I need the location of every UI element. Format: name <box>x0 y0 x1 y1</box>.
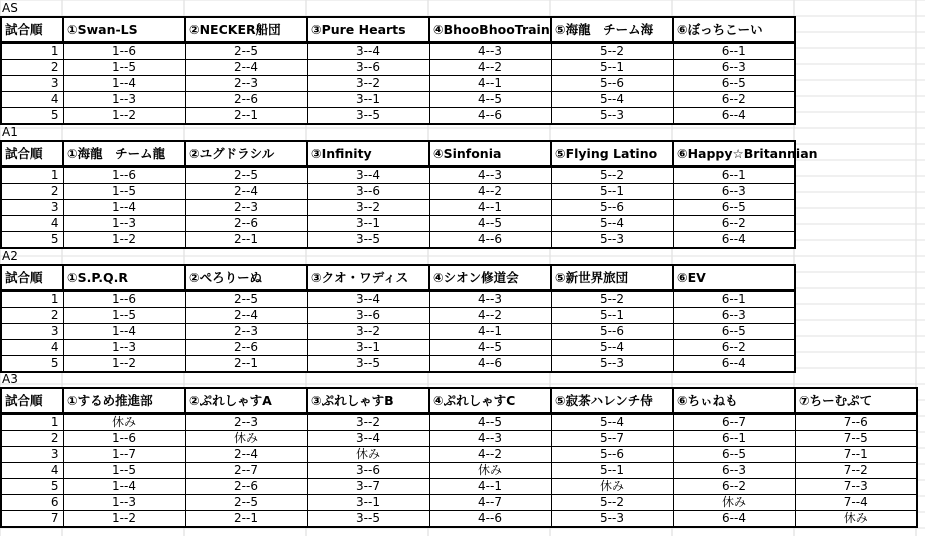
pairing-cell[interactable]: 6--3 <box>673 308 795 324</box>
pairing-cell[interactable]: 5--7 <box>551 431 673 447</box>
match-order-number[interactable]: 1 <box>1 167 63 184</box>
pairing-cell[interactable]: 3--7 <box>307 479 429 495</box>
table-row <box>1 308 795 324</box>
pairing-cell[interactable]: 2--4 <box>185 60 307 76</box>
pairing-cell[interactable]: 1--6 <box>63 291 185 308</box>
pairing-cell[interactable]: 4--3 <box>429 167 551 184</box>
team-header-cell[interactable]: ④ぷれしゃすC <box>429 388 551 414</box>
team-header-cell[interactable]: ③Pure Hearts <box>307 17 429 43</box>
match-order-number[interactable]: 6 <box>1 495 63 511</box>
pairing-cell[interactable]: 6--4 <box>673 511 795 528</box>
pairing-cell[interactable]: 3--6 <box>307 60 429 76</box>
team-header-cell[interactable]: ⑦ちーむぷて <box>795 388 917 414</box>
match-order-number[interactable]: 4 <box>1 216 63 232</box>
pairing-cell[interactable]: 5--4 <box>551 340 673 356</box>
pairing-cell[interactable]: 3--5 <box>307 356 429 373</box>
pairing-cell[interactable]: 5--6 <box>551 200 673 216</box>
pairing-cell[interactable]: 3--2 <box>307 324 429 340</box>
team-header-cell[interactable]: ①S.P.Q.R <box>63 265 185 291</box>
pairing-cell[interactable]: 6--2 <box>673 92 795 108</box>
pairing-cell[interactable]: 1--5 <box>63 184 185 200</box>
pairing-cell[interactable]: 6--1 <box>673 167 795 184</box>
pairing-cell[interactable]: 5--1 <box>551 308 673 324</box>
pairing-cell[interactable]: 6--3 <box>673 184 795 200</box>
pairing-cell[interactable]: 4--1 <box>429 324 551 340</box>
pairing-cell[interactable]: 3--4 <box>307 291 429 308</box>
pairing-cell[interactable]: 2--5 <box>185 291 307 308</box>
match-order-number[interactable]: 3 <box>1 76 63 92</box>
section-label-a2[interactable]: A2 <box>2 249 18 263</box>
pairing-cell[interactable]: 5--3 <box>551 511 673 528</box>
table-row <box>1 200 795 216</box>
table-row <box>1 92 795 108</box>
match-order-header[interactable]: 試合順 <box>1 17 63 43</box>
pairing-cell[interactable]: 2--6 <box>185 92 307 108</box>
pairing-cell[interactable]: 5--6 <box>551 324 673 340</box>
pairing-cell[interactable]: 1--3 <box>63 216 185 232</box>
pairing-cell[interactable]: 1--4 <box>63 76 185 92</box>
pairing-cell[interactable]: 2--4 <box>185 308 307 324</box>
pairing-cell[interactable]: 1--5 <box>63 60 185 76</box>
pairing-cell[interactable]: 1--6 <box>63 431 185 447</box>
pairing-cell[interactable]: 4--5 <box>429 92 551 108</box>
team-header-cell[interactable]: ②ぺろりーぬ <box>185 265 307 291</box>
pairing-cell[interactable]: 5--2 <box>551 495 673 511</box>
team-header-cell[interactable]: ⑤寂茶ハレンチ侍 <box>551 388 673 414</box>
pairing-cell[interactable]: 4--1 <box>429 76 551 92</box>
table-row <box>1 76 795 92</box>
pairing-cell[interactable]: 3--2 <box>307 414 429 431</box>
match-order-number[interactable]: 1 <box>1 43 63 60</box>
pairing-cell[interactable]: 6--5 <box>673 76 795 92</box>
pairing-cell[interactable]: 2--6 <box>185 216 307 232</box>
pairing-cell[interactable]: 4--2 <box>429 184 551 200</box>
pairing-cell[interactable]: 3--1 <box>307 495 429 511</box>
pairing-cell[interactable]: 1--6 <box>63 43 185 60</box>
pairing-cell[interactable]: 2--7 <box>185 463 307 479</box>
team-header-cell[interactable]: ②ユグドラシル <box>185 141 307 167</box>
pairing-cell[interactable]: 4--7 <box>429 495 551 511</box>
section-label-as[interactable]: AS <box>2 1 18 15</box>
pairing-cell[interactable]: 3--6 <box>307 308 429 324</box>
table-row <box>1 324 795 340</box>
match-order-number[interactable]: 1 <box>1 291 63 308</box>
team-header-cell[interactable]: ⑤海龍 チーム海 <box>551 17 673 43</box>
schedule-table-a3 <box>0 387 918 528</box>
pairing-cell[interactable]: 3--4 <box>307 43 429 60</box>
table-row <box>1 43 795 60</box>
header-row <box>1 17 795 43</box>
pairing-cell[interactable]: 1--4 <box>63 324 185 340</box>
table-row <box>1 60 795 76</box>
pairing-cell[interactable]: 5--6 <box>551 76 673 92</box>
pairing-cell[interactable]: 7--2 <box>795 463 917 479</box>
pairing-cell[interactable]: 4--5 <box>429 340 551 356</box>
match-order-number[interactable]: 7 <box>1 511 63 528</box>
pairing-cell[interactable]: 3--6 <box>307 463 429 479</box>
pairing-cell[interactable]: 1--5 <box>63 308 185 324</box>
table-row <box>1 431 917 447</box>
bye-cell[interactable]: 休み <box>185 431 307 447</box>
pairing-cell[interactable]: 3--5 <box>307 108 429 125</box>
pairing-cell[interactable]: 5--3 <box>551 356 673 373</box>
pairing-cell[interactable]: 5--4 <box>551 216 673 232</box>
table-row <box>1 232 795 249</box>
pairing-cell[interactable]: 4--6 <box>429 108 551 125</box>
team-header-cell[interactable]: ⑥EV <box>673 265 795 291</box>
match-order-header[interactable]: 試合順 <box>1 141 63 167</box>
pairing-cell[interactable]: 4--5 <box>429 216 551 232</box>
pairing-cell[interactable]: 6--4 <box>673 232 795 249</box>
section-label-a3[interactable]: A3 <box>2 372 18 386</box>
pairing-cell[interactable]: 6--1 <box>673 291 795 308</box>
pairing-cell[interactable]: 1--2 <box>63 356 185 373</box>
pairing-cell[interactable]: 6--2 <box>673 340 795 356</box>
bye-cell[interactable]: 休み <box>673 495 795 511</box>
pairing-cell[interactable]: 1--2 <box>63 232 185 249</box>
pairing-cell[interactable]: 2--5 <box>185 167 307 184</box>
pairing-cell[interactable]: 3--2 <box>307 76 429 92</box>
pairing-cell[interactable]: 2--6 <box>185 340 307 356</box>
pairing-cell[interactable]: 2--1 <box>185 511 307 528</box>
match-order-number[interactable]: 4 <box>1 463 63 479</box>
match-order-number[interactable]: 2 <box>1 60 63 76</box>
bye-cell[interactable]: 休み <box>795 511 917 528</box>
schedule-table-as <box>0 16 796 125</box>
pairing-cell[interactable]: 1--4 <box>63 200 185 216</box>
header-row <box>1 141 795 167</box>
match-order-number[interactable]: 5 <box>1 232 63 249</box>
pairing-cell[interactable]: 2--6 <box>185 479 307 495</box>
team-header-cell[interactable]: ⑥ぼっちこーい <box>673 17 795 43</box>
bye-cell[interactable]: 休み <box>63 414 185 431</box>
pairing-cell[interactable]: 2--4 <box>185 184 307 200</box>
team-header-cell[interactable]: ④Sinfonia <box>429 141 551 167</box>
pairing-cell[interactable]: 2--5 <box>185 43 307 60</box>
pairing-cell[interactable]: 5--3 <box>551 108 673 125</box>
section-label-a1[interactable]: A1 <box>2 125 18 139</box>
pairing-cell[interactable]: 2--1 <box>185 232 307 249</box>
pairing-cell[interactable]: 4--6 <box>429 511 551 528</box>
table-row <box>1 291 795 308</box>
schedule-table-a1 <box>0 140 818 249</box>
table-row <box>1 479 917 495</box>
pairing-cell[interactable]: 5--1 <box>551 463 673 479</box>
table-row <box>1 184 795 200</box>
match-order-number[interactable]: 3 <box>1 200 63 216</box>
match-order-header[interactable]: 試合順 <box>1 388 63 414</box>
table-row <box>1 414 917 431</box>
pairing-cell[interactable]: 7--1 <box>795 447 917 463</box>
pairing-cell[interactable]: 2--1 <box>185 108 307 125</box>
bye-cell[interactable]: 休み <box>551 479 673 495</box>
pairing-cell[interactable]: 7--4 <box>795 495 917 511</box>
bye-cell[interactable]: 休み <box>429 463 551 479</box>
pairing-cell[interactable]: 2--1 <box>185 356 307 373</box>
pairing-cell[interactable]: 1--3 <box>63 340 185 356</box>
match-order-number[interactable]: 2 <box>1 184 63 200</box>
pairing-cell[interactable]: 4--3 <box>429 431 551 447</box>
table-row <box>1 511 917 528</box>
match-order-number[interactable]: 3 <box>1 324 63 340</box>
team-header-cell[interactable]: ①海龍 チーム龍 <box>63 141 185 167</box>
schedule-table-a2 <box>0 264 796 373</box>
team-header-cell[interactable]: ⑥Happy☆Britannian <box>673 141 795 167</box>
team-header-cell[interactable]: ②NECKER船団 <box>185 17 307 43</box>
pairing-cell[interactable]: 6--7 <box>673 414 795 431</box>
pairing-cell[interactable]: 4--6 <box>429 232 551 249</box>
pairing-cell[interactable]: 5--2 <box>551 291 673 308</box>
bye-cell[interactable]: 休み <box>307 447 429 463</box>
pairing-cell[interactable]: 6--2 <box>673 216 795 232</box>
pairing-cell[interactable]: 3--1 <box>307 216 429 232</box>
pairing-cell[interactable]: 6--3 <box>673 60 795 76</box>
pairing-cell[interactable]: 1--6 <box>63 167 185 184</box>
pairing-cell[interactable]: 4--6 <box>429 356 551 373</box>
pairing-cell[interactable]: 3--1 <box>307 340 429 356</box>
header-row <box>1 388 917 414</box>
pairing-cell[interactable]: 1--5 <box>63 463 185 479</box>
pairing-cell[interactable]: 5--2 <box>551 167 673 184</box>
match-order-number[interactable]: 4 <box>1 340 63 356</box>
team-header-cell[interactable]: ③Infinity <box>307 141 429 167</box>
pairing-cell[interactable]: 6--5 <box>673 324 795 340</box>
match-order-number[interactable]: 5 <box>1 356 63 373</box>
pairing-cell[interactable]: 3--4 <box>307 431 429 447</box>
pairing-cell[interactable]: 4--3 <box>429 291 551 308</box>
pairing-cell[interactable]: 5--1 <box>551 60 673 76</box>
team-header-cell[interactable]: ②ぷれしゃすA <box>185 388 307 414</box>
team-header-cell[interactable]: ③クオ・ワディス <box>307 265 429 291</box>
pairing-cell[interactable]: 7--3 <box>795 479 917 495</box>
pairing-cell[interactable]: 3--5 <box>307 232 429 249</box>
pairing-cell[interactable]: 5--4 <box>551 414 673 431</box>
pairing-cell[interactable]: 5--1 <box>551 184 673 200</box>
pairing-cell[interactable]: 2--4 <box>185 447 307 463</box>
match-order-header[interactable]: 試合順 <box>1 265 63 291</box>
team-header-cell[interactable]: ①Swan-LS <box>63 17 185 43</box>
team-header-cell[interactable]: ④シオン修道会 <box>429 265 551 291</box>
pairing-cell[interactable]: 6--2 <box>673 479 795 495</box>
pairing-cell[interactable]: 4--3 <box>429 43 551 60</box>
pairing-cell[interactable]: 4--2 <box>429 447 551 463</box>
pairing-cell[interactable]: 6--1 <box>673 43 795 60</box>
pairing-cell[interactable]: 4--2 <box>429 60 551 76</box>
team-header-cell[interactable]: ⑥ちぃねも <box>673 388 795 414</box>
pairing-cell[interactable]: 1--2 <box>63 511 185 528</box>
team-header-cell[interactable]: ⑤Flying Latino <box>551 141 673 167</box>
pairing-cell[interactable]: 4--2 <box>429 308 551 324</box>
table-row <box>1 463 917 479</box>
pairing-cell[interactable]: 6--4 <box>673 356 795 373</box>
pairing-cell[interactable]: 3--1 <box>307 92 429 108</box>
pairing-cell[interactable]: 6--3 <box>673 463 795 479</box>
pairing-cell[interactable]: 1--4 <box>63 479 185 495</box>
pairing-cell[interactable]: 6--5 <box>673 200 795 216</box>
match-order-number[interactable]: 3 <box>1 447 63 463</box>
pairing-cell[interactable]: 2--3 <box>185 414 307 431</box>
pairing-cell[interactable]: 5--6 <box>551 447 673 463</box>
table-row <box>1 108 795 125</box>
pairing-cell[interactable]: 2--3 <box>185 76 307 92</box>
match-order-number[interactable]: 1 <box>1 414 63 431</box>
pairing-cell[interactable]: 6--4 <box>673 108 795 125</box>
table-row <box>1 167 795 184</box>
pairing-cell[interactable]: 3--4 <box>307 167 429 184</box>
table-row <box>1 495 917 511</box>
pairing-cell[interactable]: 5--2 <box>551 43 673 60</box>
table-row <box>1 447 917 463</box>
pairing-cell[interactable]: 1--2 <box>63 108 185 125</box>
pairing-cell[interactable]: 6--5 <box>673 447 795 463</box>
pairing-cell[interactable]: 1--3 <box>63 92 185 108</box>
match-order-number[interactable]: 5 <box>1 108 63 125</box>
match-order-number[interactable]: 4 <box>1 92 63 108</box>
table-row <box>1 356 795 373</box>
pairing-cell[interactable]: 7--5 <box>795 431 917 447</box>
table-row <box>1 216 795 232</box>
match-order-number[interactable]: 2 <box>1 431 63 447</box>
match-order-number[interactable]: 2 <box>1 308 63 324</box>
header-row <box>1 265 795 291</box>
pairing-cell[interactable]: 4--1 <box>429 479 551 495</box>
pairing-cell[interactable]: 3--2 <box>307 200 429 216</box>
pairing-cell[interactable]: 6--1 <box>673 431 795 447</box>
pairing-cell[interactable]: 4--5 <box>429 414 551 431</box>
pairing-cell[interactable]: 2--3 <box>185 324 307 340</box>
table-row <box>1 340 795 356</box>
pairing-cell[interactable]: 2--3 <box>185 200 307 216</box>
pairing-cell[interactable]: 4--1 <box>429 200 551 216</box>
team-header-cell[interactable]: ④BhooBhooTrain <box>429 17 551 43</box>
pairing-cell[interactable]: 7--6 <box>795 414 917 431</box>
pairing-cell[interactable]: 1--3 <box>63 495 185 511</box>
pairing-cell[interactable]: 3--6 <box>307 184 429 200</box>
pairing-cell[interactable]: 5--3 <box>551 232 673 249</box>
team-header-cell[interactable]: ③ぷれしゃすB <box>307 388 429 414</box>
pairing-cell[interactable]: 5--4 <box>551 92 673 108</box>
pairing-cell[interactable]: 1--7 <box>63 447 185 463</box>
team-header-cell[interactable]: ①するめ推進部 <box>63 388 185 414</box>
match-order-number[interactable]: 5 <box>1 479 63 495</box>
pairing-cell[interactable]: 3--5 <box>307 511 429 528</box>
pairing-cell[interactable]: 2--5 <box>185 495 307 511</box>
team-header-cell[interactable]: ⑤新世界旅団 <box>551 265 673 291</box>
